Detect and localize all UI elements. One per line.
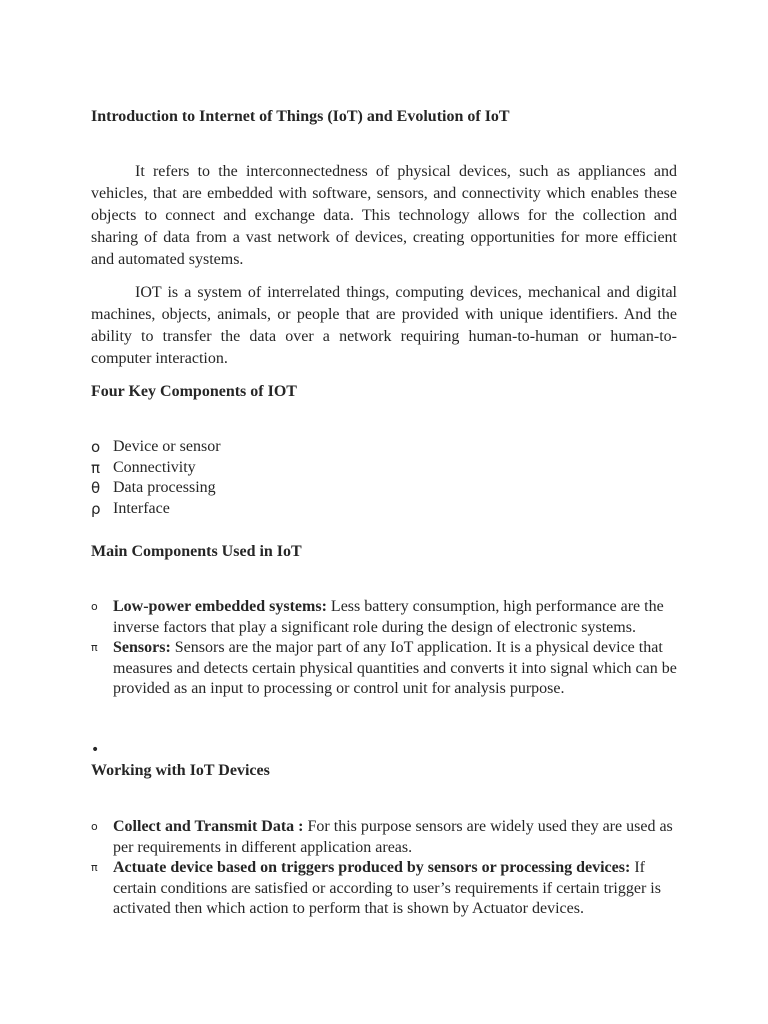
empty-bullet: •: [91, 742, 100, 758]
list-marker: θ: [91, 479, 101, 497]
list-item: [91, 478, 691, 499]
list-item-bold-label: Actuate device based on triggers produced by sensors or processing devices:: [113, 859, 631, 876]
list-item-bold-label: Low-power embedded systems:: [113, 598, 327, 615]
main-components-list: [91, 597, 691, 700]
list-item: [91, 437, 691, 458]
list-marker: o: [91, 820, 98, 833]
main-components-heading: Main Components Used in IoT: [91, 543, 302, 560]
working-with-iot-heading: Working with IoT Devices: [91, 762, 270, 779]
four-key-components-list: [91, 437, 691, 519]
list-item: [91, 817, 691, 858]
working-with-iot-list: [91, 817, 691, 920]
list-marker: ρ: [91, 499, 101, 518]
list-item-bold-label: Collect and Transmit Data :: [113, 818, 304, 835]
list-marker: o: [91, 438, 101, 456]
list-item-text: Data processing: [113, 479, 216, 496]
four-key-components-heading: Four Key Components of IOT: [91, 383, 297, 400]
list-item: [91, 597, 691, 638]
list-item-text: For this purpose sensors are widely used they are used as per requirements in different application areas.: [113, 818, 673, 856]
list-item-text: Less battery consumption, high performance are the inverse factors that play a significant role during the design of electronic systems.: [113, 598, 664, 636]
list-marker: π: [91, 861, 98, 874]
list-marker: π: [91, 458, 101, 477]
list-item-text: Device or sensor: [113, 438, 221, 455]
list-item: [91, 638, 691, 700]
list-item-text: Interface: [113, 499, 170, 517]
list-marker: o: [91, 600, 98, 613]
list-item-bold-label: Sensors:: [113, 639, 171, 656]
list-item: [91, 499, 691, 520]
list-item-text: Connectivity: [113, 458, 196, 476]
list-marker: π: [91, 641, 98, 654]
list-item-text: Sensors are the major part of any IoT application. It is a physical device that measures and detects certain physical quantities and converts it into signal which can be provided as an input to processing or control unit for analysis purpose.: [113, 639, 677, 697]
list-item-text: If certain conditions are satisfied or according to user’s requirements if certain trigger is activated then which action to perform that is shown by Actuator devices.: [113, 859, 661, 917]
list-item: [91, 458, 691, 479]
document-title: Introduction to Internet of Things (IoT) and Evolution of IoT: [91, 108, 510, 125]
list-item: [91, 858, 691, 920]
iot-definition-paragraph: IOT is a system of interrelated things, computing devices, mechanical and digital machines, objects, animals, or people that are provided with unique identifiers. And the ability to transfer the data over a network requiring human-to-human or human-to-computer interaction.: [91, 284, 677, 367]
intro-paragraph: It refers to the interconnectedness of physical devices, such as appliances and vehicles, that are embedded with software, sensors, and connectivity which enables these objects to connect and exchange data. This technology allows for the collection and sharing of data from a vast network of devices, creating opportunities for more efficient and automated systems.: [91, 163, 677, 268]
